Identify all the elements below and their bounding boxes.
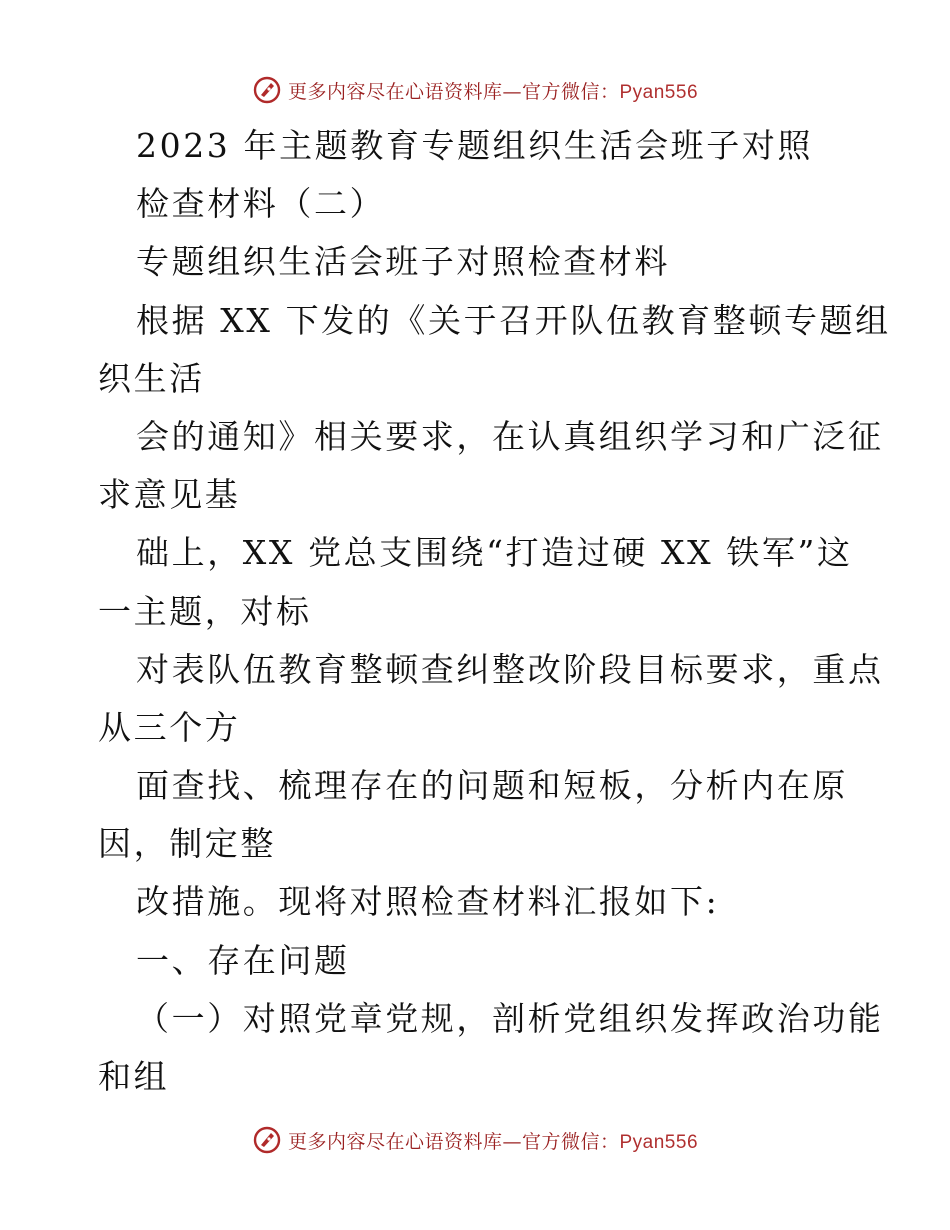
watermark-text: 更多内容尽在心语资料库—官方微信：Pyan556 <box>287 1130 699 1153</box>
paragraph-line: 求意见基 <box>98 475 241 515</box>
subtitle: 专题组织生活会班子对照检查材料 <box>136 242 670 282</box>
section-heading: 一、存在问题 <box>136 940 350 980</box>
pen-nib-circle-icon <box>252 75 282 105</box>
paragraph-line: 从三个方 <box>98 707 241 747</box>
footer-watermark <box>0 1120 950 1160</box>
paragraph-line: 面查找、梳理存在的问题和短板，分析内在原 <box>136 766 848 806</box>
header-watermark <box>0 70 950 110</box>
pen-nib-circle-icon <box>252 1125 282 1155</box>
paragraph-line: 改措施。现将对照检查材料汇报如下: <box>136 882 720 922</box>
paragraph-line: 对表队伍教育整顿查纠整改阶段目标要求，重点 <box>136 649 884 689</box>
title-line-2: 检查材料（二） <box>136 184 386 224</box>
paragraph-line: 因，制定整 <box>98 824 276 864</box>
document-body <box>98 117 891 1106</box>
watermark-text: 更多内容尽在心语资料库—官方微信：Pyan556 <box>287 80 699 103</box>
paragraph-line: 础上，XX 党总支围绕“打造过硬 XX 铁军”这 <box>136 533 853 573</box>
paragraph-line: 织生活 <box>98 358 205 398</box>
subsection-heading: （一）对照党章党规，剖析党组织发挥政治功能 <box>136 998 884 1038</box>
paragraph-line: 会的通知》相关要求，在认真组织学习和广泛征 <box>136 416 884 456</box>
title-line-1: 2023 年主题教育专题组织生活会班子对照 <box>136 126 814 165</box>
paragraph-line: 一主题，对标 <box>98 591 312 631</box>
paragraph-line: 和组 <box>98 1057 170 1096</box>
paragraph-line: 根据 XX 下发的《关于召开队伍教育整顿专题组 <box>136 300 891 340</box>
